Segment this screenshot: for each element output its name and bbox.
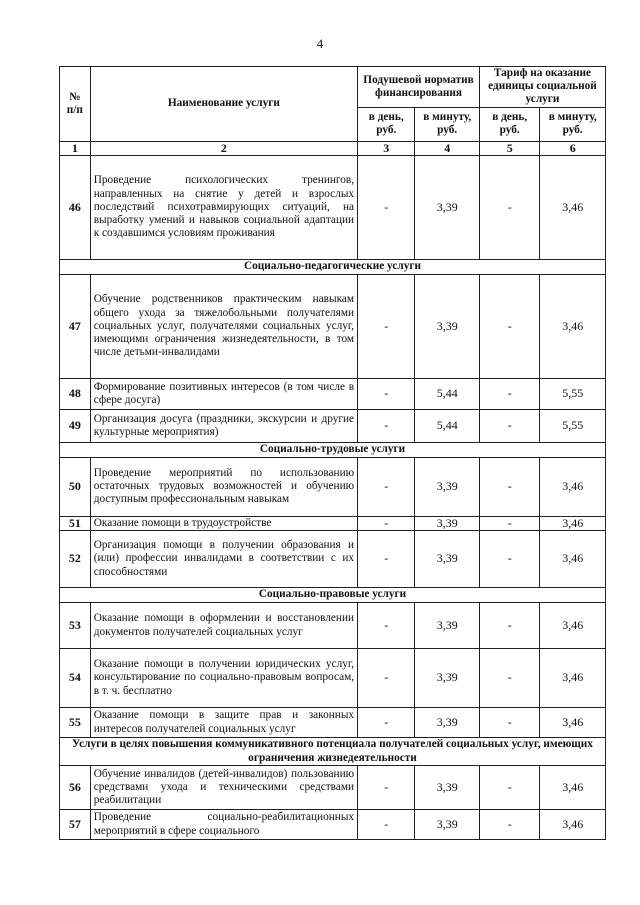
table-row [60,516,606,530]
per-day-norm: - [358,531,415,588]
per-day-norm: - [358,457,415,516]
per-minute-tariff: 3,46 [540,708,606,738]
per-minute-norm: 3,39 [415,649,480,708]
per-minute-tariff: 3,46 [540,603,606,649]
per-minute-norm: 5,44 [415,409,480,442]
table-row [60,378,606,409]
section-row [60,259,606,274]
per-day-tariff: - [479,457,539,516]
table-row [60,766,606,810]
section-title: Социально-правовые услуги [60,588,606,603]
per-minute-norm: 5,44 [415,378,480,409]
per-minute-tariff: 3,46 [540,766,606,810]
per-minute-tariff: 3,46 [540,457,606,516]
col-index: 2 [90,141,357,155]
per-day-tariff: - [479,649,539,708]
per-minute-norm: 3,39 [415,810,480,840]
per-day-tariff: - [479,531,539,588]
per-minute-tariff: 3,46 [540,155,606,259]
header-per-capita: Подушевой норматив финансирования [358,67,480,108]
per-day-norm: - [358,274,415,378]
per-minute-tariff: 3,46 [540,531,606,588]
service-name: Обучение родственников практическим навыкам общего ухода за тяжелобольными получателями социальных услуг, получателями социальных услуг, имеющими ограничения жизнедеятельности, в том числе детьми-инвалидами [90,274,357,378]
page-number: 4 [316,36,324,51]
per-minute-tariff: 3,46 [540,649,606,708]
service-name: Оказание помощи в защите прав и законных интересов получателей социальных услуг [90,708,357,738]
table-row [60,155,606,259]
row-number: 52 [60,531,91,588]
header-per-day-5: в день, руб. [479,107,539,141]
section-title: Социально-трудовые услуги [60,442,606,457]
per-day-norm: - [358,810,415,840]
per-day-tariff: - [479,810,539,840]
table-row [60,531,606,588]
row-number: 46 [60,155,91,259]
per-minute-tariff: 3,46 [540,274,606,378]
table-row [60,810,606,840]
table-row [60,409,606,442]
per-minute-tariff: 3,46 [540,810,606,840]
table-row [60,649,606,708]
table-row [60,708,606,738]
per-day-norm: - [358,409,415,442]
col-index: 4 [415,141,480,155]
service-name: Проведение мероприятий по использованию остаточных трудовых возможностей и обучению доступным профессиональным навыкам [90,457,357,516]
per-day-norm: - [358,516,415,530]
per-minute-norm: 3,39 [415,457,480,516]
row-number: 48 [60,378,91,409]
per-day-norm: - [358,603,415,649]
service-name: Формирование позитивных интересов (в том числе в сфере досуга) [90,378,357,409]
row-number: 57 [60,810,91,840]
per-day-tariff: - [479,378,539,409]
section-row [60,588,606,603]
section-row [60,738,606,766]
per-minute-norm: 3,39 [415,603,480,649]
col-index: 3 [358,141,415,155]
row-number: 49 [60,409,91,442]
row-number: 55 [60,708,91,738]
service-name: Обучение инвалидов (детей-инвалидов) пользованию средствами ухода и техническими средствами реабилитации [90,766,357,810]
row-number: 50 [60,457,91,516]
row-number: 56 [60,766,91,810]
per-minute-tariff: 5,55 [540,409,606,442]
col-index: 1 [60,141,91,155]
section-title: Социально-педагогические услуги [60,259,606,274]
per-day-norm: - [358,378,415,409]
section-row [60,442,606,457]
service-name: Организация помощи в получении образования и (или) профессии инвалидами в соответствии с их способностями [90,531,357,588]
column-index-row [60,141,606,155]
table-row [60,603,606,649]
service-name: Оказание помощи в трудоустройстве [90,516,357,530]
per-day-norm: - [358,155,415,259]
per-day-norm: - [358,649,415,708]
section-title: Услуги в целях повышения коммуникативного потенциала получателей социальных услуг, имеющих ограничения жизнедеятельности [60,738,606,766]
row-number: 47 [60,274,91,378]
per-minute-norm: 3,39 [415,155,480,259]
row-number: 51 [60,516,91,530]
service-name: Оказание помощи в оформлении и восстановлении документов получателей социальных услуг [90,603,357,649]
row-number: 54 [60,649,91,708]
service-name: Организация досуга (праздники, экскурсии и другие культурные мероприятия) [90,409,357,442]
per-minute-norm: 3,39 [415,766,480,810]
tariff-table [59,66,606,840]
per-day-tariff: - [479,516,539,530]
per-minute-tariff: 5,55 [540,378,606,409]
per-day-tariff: - [479,155,539,259]
per-day-norm: - [358,766,415,810]
header-per-minute-6: в минуту, руб. [540,107,606,141]
header-per-day-3: в день, руб. [358,107,415,141]
per-minute-norm: 3,39 [415,274,480,378]
table-row [60,457,606,516]
header-per-minute-4: в минуту, руб. [415,107,480,141]
service-name: Проведение социально-реабилитационных мероприятий в сфере социального [90,810,357,840]
per-day-tariff: - [479,603,539,649]
service-name: Оказание помощи в получении юридических услуг, консультирование по социально-правовым вопросам, в т. ч. бесплатно [90,649,357,708]
per-day-norm: - [358,708,415,738]
per-day-tariff: - [479,766,539,810]
per-minute-norm: 3,39 [415,531,480,588]
header-tariff: Тариф на оказание единицы социальной услуги [479,67,605,108]
per-day-tariff: - [479,274,539,378]
per-day-tariff: - [479,708,539,738]
col-index: 5 [479,141,539,155]
per-minute-norm: 3,39 [415,516,480,530]
header-name: Наименование услуги [90,67,357,142]
service-name: Проведение психологических тренингов, направленных на снятие у детей и взрослых последствий психотравмирующих ситуаций, на выработку умений и навыков социальной адаптации к создавшимся условиям проживания [90,155,357,259]
col-index: 6 [540,141,606,155]
per-day-tariff: - [479,409,539,442]
row-number: 53 [60,603,91,649]
per-minute-norm: 3,39 [415,708,480,738]
header-no: № п/п [60,67,91,142]
per-minute-tariff: 3,46 [540,516,606,530]
table-row [60,274,606,378]
